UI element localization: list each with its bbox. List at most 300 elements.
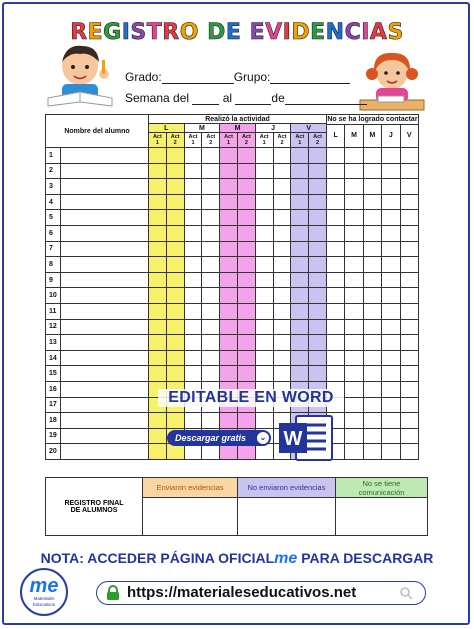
activity-cell[interactable] <box>166 413 184 429</box>
no-contact-cell[interactable] <box>326 257 344 273</box>
activity-cell[interactable] <box>309 319 327 335</box>
student-name-cell[interactable] <box>61 413 149 429</box>
activity-cell[interactable] <box>220 288 238 304</box>
activity-cell[interactable] <box>255 148 273 164</box>
not-sent-evidence-cell[interactable] <box>238 498 336 536</box>
no-contact-cell[interactable] <box>400 163 418 179</box>
activity-cell[interactable] <box>291 194 309 210</box>
activity-cell[interactable] <box>237 272 255 288</box>
no-contact-cell[interactable] <box>345 444 363 460</box>
activity-cell[interactable] <box>309 366 327 382</box>
activity-cell[interactable] <box>220 319 238 335</box>
activity-cell[interactable] <box>202 319 220 335</box>
no-contact-cell[interactable] <box>382 319 400 335</box>
activity-cell[interactable] <box>255 194 273 210</box>
no-contact-cell[interactable] <box>345 381 363 397</box>
activity-cell[interactable] <box>309 148 327 164</box>
activity-cell[interactable] <box>184 350 202 366</box>
activity-cell[interactable] <box>220 444 238 460</box>
no-contact-cell[interactable] <box>345 319 363 335</box>
no-contact-cell[interactable] <box>345 335 363 351</box>
no-contact-cell[interactable] <box>363 444 381 460</box>
row-number: 4 <box>46 194 61 210</box>
student-name-cell[interactable] <box>61 163 149 179</box>
activity-cell[interactable] <box>184 148 202 164</box>
no-contact-cell[interactable] <box>345 272 363 288</box>
activity-cell[interactable] <box>184 366 202 382</box>
activity-cell[interactable] <box>166 319 184 335</box>
note-text: NOTA: ACCEDER PÁGINA OFICIALme PARA DESCARGAR <box>40 550 434 567</box>
no-contact-cell[interactable] <box>400 179 418 195</box>
activity-cell[interactable] <box>166 272 184 288</box>
no-contact-cell[interactable] <box>326 148 344 164</box>
final-register-label: REGISTRO FINAL DE ALUMNOS <box>46 478 143 536</box>
activity-cell[interactable] <box>273 350 291 366</box>
activity-cell[interactable] <box>255 413 273 429</box>
activity-cell[interactable] <box>202 241 220 257</box>
sent-evidence-cell[interactable] <box>143 498 238 536</box>
activity-cell[interactable] <box>166 194 184 210</box>
activity-cell[interactable] <box>220 179 238 195</box>
activity-cell[interactable] <box>149 241 167 257</box>
activity-cell[interactable] <box>237 350 255 366</box>
activity-cell[interactable] <box>255 163 273 179</box>
no-contact-cell[interactable] <box>326 288 344 304</box>
no-contact-cell[interactable] <box>326 319 344 335</box>
activity-cell[interactable] <box>309 210 327 226</box>
activity-cell[interactable] <box>273 179 291 195</box>
activity-cell[interactable] <box>220 241 238 257</box>
activity-cell[interactable] <box>166 163 184 179</box>
student-name-cell[interactable] <box>61 241 149 257</box>
activity-cell[interactable] <box>273 257 291 273</box>
activity-cell[interactable] <box>202 225 220 241</box>
no-contact-cell[interactable] <box>345 148 363 164</box>
activity-cell[interactable] <box>237 319 255 335</box>
activity-cell[interactable] <box>149 413 167 429</box>
activity-cell[interactable] <box>255 272 273 288</box>
no-contact-cell[interactable] <box>345 303 363 319</box>
no-contact-cell[interactable] <box>345 366 363 382</box>
activity-cell[interactable] <box>149 288 167 304</box>
activity-cell[interactable] <box>255 444 273 460</box>
no-contact-cell[interactable] <box>345 210 363 226</box>
activity-cell[interactable] <box>184 163 202 179</box>
activity-cell[interactable] <box>202 303 220 319</box>
student-name-cell[interactable] <box>61 444 149 460</box>
activity-cell[interactable] <box>202 148 220 164</box>
activity-cell[interactable] <box>220 303 238 319</box>
no-contact-cell[interactable] <box>382 148 400 164</box>
activity-cell[interactable] <box>220 194 238 210</box>
activity-cell[interactable] <box>184 179 202 195</box>
activity-cell[interactable] <box>149 194 167 210</box>
no-contact-cell[interactable] <box>382 179 400 195</box>
student-row <box>46 288 419 304</box>
activity-cell[interactable] <box>309 350 327 366</box>
activity-cell[interactable] <box>149 257 167 273</box>
no-contact-cell[interactable] <box>400 366 418 382</box>
activity-cell[interactable] <box>273 272 291 288</box>
activity-cell[interactable] <box>149 163 167 179</box>
activity-cell[interactable] <box>237 194 255 210</box>
student-name-cell[interactable] <box>61 381 149 397</box>
activity-cell[interactable] <box>273 163 291 179</box>
no-contact-cell[interactable] <box>345 288 363 304</box>
activity-cell[interactable] <box>237 413 255 429</box>
activity-cell[interactable] <box>291 241 309 257</box>
no-contact-cell[interactable] <box>382 194 400 210</box>
activity-cell[interactable] <box>149 272 167 288</box>
no-contact-cell[interactable] <box>326 163 344 179</box>
activity-cell[interactable] <box>309 335 327 351</box>
activity-cell[interactable] <box>184 210 202 226</box>
activity-cell[interactable] <box>149 210 167 226</box>
no-contact-cell[interactable] <box>382 163 400 179</box>
no-contact-cell[interactable] <box>382 303 400 319</box>
activity-cell[interactable] <box>309 241 327 257</box>
activity-cell[interactable] <box>237 335 255 351</box>
no-contact-cell[interactable] <box>400 335 418 351</box>
activity-cell[interactable] <box>202 272 220 288</box>
no-contact-cell[interactable] <box>345 257 363 273</box>
site-logo[interactable]: me Materiales Educativos <box>20 568 68 616</box>
activity-cell[interactable] <box>291 350 309 366</box>
student-name-cell[interactable] <box>61 397 149 413</box>
activity-cell[interactable] <box>166 350 184 366</box>
no-contact-cell[interactable] <box>345 225 363 241</box>
activity-cell[interactable] <box>166 335 184 351</box>
url-bar[interactable] <box>96 581 426 605</box>
activity-cell[interactable] <box>166 444 184 460</box>
no-contact-cell[interactable] <box>400 194 418 210</box>
activity-cell[interactable] <box>237 210 255 226</box>
no-contact-cell[interactable] <box>400 148 418 164</box>
activity-cell[interactable] <box>202 210 220 226</box>
activity-cell[interactable] <box>202 163 220 179</box>
final-register-table <box>45 477 428 536</box>
student-name-cell[interactable] <box>61 303 149 319</box>
no-contact-cell[interactable] <box>382 272 400 288</box>
no-contact-cell[interactable] <box>382 413 400 429</box>
activity-cell[interactable] <box>149 444 167 460</box>
activity-cell[interactable] <box>237 241 255 257</box>
activity-cell[interactable] <box>291 288 309 304</box>
activity-cell[interactable] <box>202 194 220 210</box>
activity-cell[interactable] <box>273 225 291 241</box>
no-contact-cell[interactable] <box>363 428 381 444</box>
no-contact-cell[interactable] <box>326 335 344 351</box>
activity-cell[interactable] <box>202 366 220 382</box>
no-contact-cell[interactable] <box>363 350 381 366</box>
activity-cell[interactable] <box>255 210 273 226</box>
activity-cell[interactable] <box>291 179 309 195</box>
no-contact-cell[interactable] <box>345 163 363 179</box>
download-free-button[interactable]: Descargar gratis ⌄ <box>167 430 271 446</box>
no-contact-cell[interactable] <box>400 225 418 241</box>
no-contact-cell[interactable] <box>363 179 381 195</box>
activity-cell[interactable] <box>273 148 291 164</box>
student-row <box>46 241 419 257</box>
no-contact-cell[interactable] <box>363 335 381 351</box>
activity-cell[interactable] <box>184 444 202 460</box>
no-contact-cell[interactable] <box>382 288 400 304</box>
student-name-cell[interactable] <box>61 428 149 444</box>
activity-cell[interactable] <box>149 350 167 366</box>
student-name-cell[interactable] <box>61 257 149 273</box>
activity-cell[interactable] <box>291 210 309 226</box>
activity-cell[interactable] <box>255 319 273 335</box>
activity-cell[interactable] <box>166 303 184 319</box>
activity-cell[interactable] <box>291 257 309 273</box>
no-contact-cell[interactable] <box>400 319 418 335</box>
no-contact-cell[interactable] <box>400 397 418 413</box>
no-contact-cell[interactable] <box>326 225 344 241</box>
no-contact-cell[interactable] <box>326 194 344 210</box>
activity-cell[interactable] <box>184 225 202 241</box>
no-contact-cell[interactable] <box>326 366 344 382</box>
activity-cell[interactable] <box>255 288 273 304</box>
activity-cell[interactable] <box>184 194 202 210</box>
activity-cell[interactable] <box>202 335 220 351</box>
activity-cell[interactable] <box>273 303 291 319</box>
no-contact-cell[interactable] <box>363 288 381 304</box>
no-contact-cell[interactable] <box>363 210 381 226</box>
student-name-cell[interactable] <box>61 319 149 335</box>
activity-cell[interactable] <box>291 366 309 382</box>
no-contact-cell[interactable] <box>382 397 400 413</box>
activity-cell[interactable] <box>166 366 184 382</box>
no-contact-cell[interactable] <box>400 350 418 366</box>
no-contact-cell[interactable] <box>363 303 381 319</box>
student-name-cell[interactable] <box>61 335 149 351</box>
no-contact-cell[interactable] <box>363 225 381 241</box>
no-contact-cell[interactable] <box>400 428 418 444</box>
no-contact-cell[interactable] <box>363 148 381 164</box>
no-contact-cell[interactable] <box>400 257 418 273</box>
activity-cell[interactable] <box>273 210 291 226</box>
activity-cell[interactable] <box>166 179 184 195</box>
no-contact-cell[interactable] <box>400 288 418 304</box>
student-name-cell[interactable] <box>61 225 149 241</box>
activity-cell[interactable] <box>273 366 291 382</box>
activity-cell[interactable] <box>273 194 291 210</box>
activity-cell[interactable] <box>255 366 273 382</box>
no-contact-cell[interactable] <box>382 350 400 366</box>
no-contact-cell[interactable] <box>363 257 381 273</box>
no-contact-cell[interactable] <box>326 350 344 366</box>
no-contact-cell[interactable] <box>345 428 363 444</box>
no-contact-cell[interactable] <box>326 303 344 319</box>
no-contact-cell[interactable] <box>382 366 400 382</box>
activity-cell[interactable] <box>184 413 202 429</box>
no-contact-cell[interactable] <box>382 335 400 351</box>
no-contact-cell[interactable] <box>400 444 418 460</box>
activity-cell[interactable] <box>255 350 273 366</box>
no-contact-cell[interactable] <box>363 163 381 179</box>
activity-cell[interactable] <box>149 428 167 444</box>
activity-cell[interactable] <box>149 179 167 195</box>
activity-cell[interactable] <box>166 210 184 226</box>
activity-cell[interactable] <box>149 319 167 335</box>
activity-cell[interactable] <box>202 288 220 304</box>
activity-cell[interactable] <box>237 225 255 241</box>
activity-cell[interactable] <box>309 194 327 210</box>
activity-cell[interactable] <box>166 288 184 304</box>
activity-cell[interactable] <box>202 350 220 366</box>
activity-cell[interactable] <box>149 225 167 241</box>
no-contact-cell[interactable] <box>326 210 344 226</box>
no-contact-cell[interactable] <box>400 413 418 429</box>
no-contact-cell[interactable] <box>326 272 344 288</box>
search-icon[interactable] <box>400 587 413 600</box>
no-contact-cell[interactable] <box>363 194 381 210</box>
activity-cell[interactable] <box>255 303 273 319</box>
activity-cell[interactable] <box>166 225 184 241</box>
activity-cell[interactable] <box>220 163 238 179</box>
activity-cell[interactable] <box>255 335 273 351</box>
activity-cell[interactable] <box>291 225 309 241</box>
activity-cell[interactable] <box>309 225 327 241</box>
activity-cell[interactable] <box>220 272 238 288</box>
no-contact-cell[interactable] <box>345 194 363 210</box>
activity-cell[interactable] <box>184 319 202 335</box>
activity-cell[interactable] <box>166 241 184 257</box>
activity-cell[interactable] <box>291 148 309 164</box>
activity-cell[interactable] <box>184 257 202 273</box>
no-contact-cell[interactable] <box>382 381 400 397</box>
activity-cell[interactable] <box>273 241 291 257</box>
no-contact-cell[interactable] <box>363 413 381 429</box>
activity-cell[interactable] <box>309 288 327 304</box>
no-contact-cell[interactable] <box>345 241 363 257</box>
no-contact-cell[interactable] <box>326 241 344 257</box>
no-contact-cell[interactable] <box>382 241 400 257</box>
no-contact-cell[interactable] <box>363 272 381 288</box>
activity-cell[interactable] <box>291 303 309 319</box>
activity-cell[interactable] <box>291 272 309 288</box>
activity-cell[interactable] <box>255 179 273 195</box>
activity-cell[interactable] <box>220 335 238 351</box>
activity-cell[interactable] <box>309 179 327 195</box>
activity-cell[interactable] <box>273 335 291 351</box>
row-number: 10 <box>46 288 61 304</box>
no-contact-cell[interactable] <box>363 319 381 335</box>
activity-cell[interactable] <box>184 241 202 257</box>
activity-cell[interactable] <box>237 148 255 164</box>
activity-cell[interactable] <box>237 303 255 319</box>
activity-cell[interactable] <box>220 257 238 273</box>
activity-cell[interactable] <box>237 163 255 179</box>
student-name-cell[interactable] <box>61 272 149 288</box>
grado-field[interactable]: Grado: Grupo: <box>125 70 350 84</box>
no-contact-cell[interactable] <box>363 241 381 257</box>
activity-cell[interactable] <box>291 335 309 351</box>
activity-cell[interactable] <box>255 257 273 273</box>
student-name-cell[interactable] <box>61 179 149 195</box>
activity-cell[interactable] <box>273 319 291 335</box>
activity-cell[interactable] <box>255 241 273 257</box>
no-contact-cell[interactable] <box>400 241 418 257</box>
activity-cell[interactable] <box>184 272 202 288</box>
no-contact-cell[interactable] <box>382 210 400 226</box>
activity-cell[interactable] <box>184 303 202 319</box>
activity-cell[interactable] <box>237 444 255 460</box>
no-communication-cell[interactable] <box>336 498 428 536</box>
activity-cell[interactable] <box>220 413 238 429</box>
no-contact-cell[interactable] <box>326 179 344 195</box>
no-contact-cell[interactable] <box>363 381 381 397</box>
activity-cell[interactable] <box>184 288 202 304</box>
activity-cell[interactable] <box>184 335 202 351</box>
act-header: Act 2 <box>237 133 255 148</box>
activity-cell[interactable] <box>149 366 167 382</box>
activity-cell[interactable] <box>291 319 309 335</box>
row-number: 18 <box>46 413 61 429</box>
activity-cell[interactable] <box>273 288 291 304</box>
activity-cell[interactable] <box>237 288 255 304</box>
activity-cell[interactable] <box>309 257 327 273</box>
activity-cell[interactable] <box>202 444 220 460</box>
student-name-cell[interactable] <box>61 148 149 164</box>
activity-cell[interactable] <box>309 163 327 179</box>
activity-cell[interactable] <box>202 179 220 195</box>
no-contact-cell[interactable] <box>400 303 418 319</box>
student-name-cell[interactable] <box>61 210 149 226</box>
no-contact-cell[interactable] <box>363 366 381 382</box>
no-contact-cell[interactable] <box>400 272 418 288</box>
activity-cell[interactable] <box>149 148 167 164</box>
activity-cell[interactable] <box>237 366 255 382</box>
activity-cell[interactable] <box>202 413 220 429</box>
activity-cell[interactable] <box>149 303 167 319</box>
activity-cell[interactable] <box>166 148 184 164</box>
student-name-cell[interactable] <box>61 350 149 366</box>
activity-cell[interactable] <box>220 148 238 164</box>
activity-cell[interactable] <box>255 225 273 241</box>
activity-cell[interactable] <box>220 210 238 226</box>
activity-cell[interactable] <box>220 366 238 382</box>
activity-cell[interactable] <box>149 335 167 351</box>
student-name-cell[interactable] <box>61 288 149 304</box>
activity-cell[interactable] <box>202 257 220 273</box>
no-contact-cell[interactable] <box>382 225 400 241</box>
url-text: https://materialeseducativos.net <box>127 584 357 601</box>
no-contact-cell[interactable] <box>345 413 363 429</box>
activity-cell[interactable] <box>291 163 309 179</box>
no-contact-cell[interactable] <box>382 257 400 273</box>
semana-field[interactable]: Semana del al de <box>125 91 367 105</box>
activity-cell[interactable] <box>237 179 255 195</box>
no-contact-cell[interactable] <box>345 350 363 366</box>
activity-cell[interactable] <box>220 225 238 241</box>
no-contact-cell[interactable] <box>400 210 418 226</box>
no-contact-cell[interactable] <box>382 444 400 460</box>
activity-cell[interactable] <box>309 303 327 319</box>
no-contact-day-4: V <box>406 132 412 139</box>
student-name-cell[interactable] <box>61 366 149 382</box>
activity-cell[interactable] <box>166 257 184 273</box>
no-contact-cell[interactable] <box>400 381 418 397</box>
no-contact-cell[interactable] <box>382 428 400 444</box>
activity-cell[interactable] <box>237 257 255 273</box>
no-contact-cell[interactable] <box>345 179 363 195</box>
activity-cell[interactable] <box>220 350 238 366</box>
no-contact-cell[interactable] <box>363 397 381 413</box>
activity-cell[interactable] <box>309 272 327 288</box>
student-name-cell[interactable] <box>61 194 149 210</box>
no-contact-cell[interactable] <box>345 397 363 413</box>
